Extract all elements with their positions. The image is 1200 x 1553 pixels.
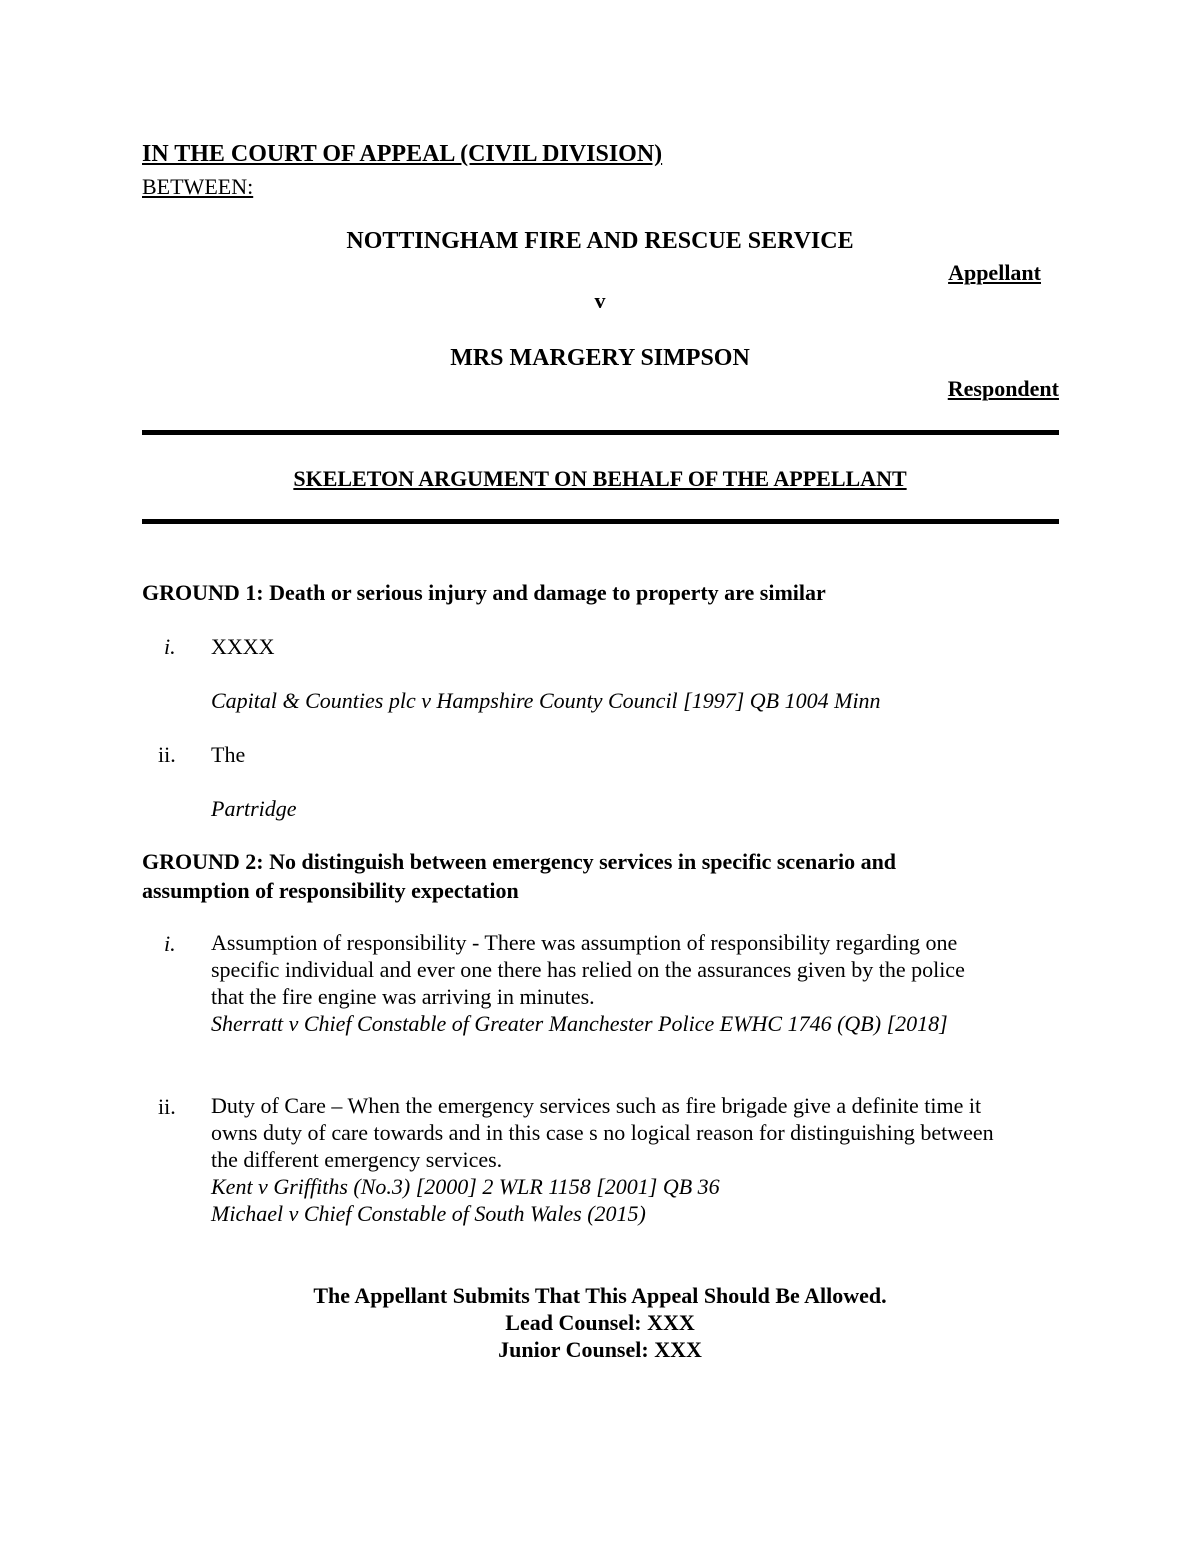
- ground1-item1-text: XXXX: [211, 634, 275, 659]
- ground1-item2-citation: Partridge: [211, 796, 297, 821]
- ground2-item2-citation: Kent v Griffiths (No.3) [2000] 2 WLR 1158 [2001] QB 36: [211, 1174, 720, 1199]
- respondent-name: MRS MARGERY SIMPSON: [450, 345, 750, 371]
- junior-counsel: Junior Counsel: XXX: [498, 1337, 702, 1362]
- court-heading: IN THE COURT OF APPEAL (CIVIL DIVISION): [142, 141, 663, 167]
- bottom-rule: [142, 519, 1059, 524]
- ground2-item1-line: that the fire engine was arriving in minutes.: [211, 984, 595, 1009]
- ground2-item2-line: Duty of Care – When the emergency services such as fire brigade give a definite time it: [211, 1093, 982, 1118]
- ground1-item1-citation: Capital & Counties plc v Hampshire County Council [1997] QB 1004 Minn: [211, 688, 881, 713]
- ground1-item2-marker: ii.: [158, 742, 176, 767]
- respondent-role: Respondent: [947, 376, 1059, 401]
- closing-submission: The Appellant Submits That This Appeal Should Be Allowed.: [313, 1283, 887, 1308]
- between-label: BETWEEN:: [142, 174, 254, 199]
- top-rule: [142, 430, 1059, 435]
- ground1-item1-marker: i.: [164, 634, 176, 659]
- ground2-item1-line: specific individual and ever one there has relied on the assurances given by the police: [211, 957, 965, 982]
- versus-label: v: [594, 288, 606, 313]
- ground1-item2-text: The: [211, 742, 246, 767]
- ground1-heading: GROUND 1: Death or serious injury and damage to property are similar: [142, 580, 826, 605]
- ground2-item2-line: owns duty of care towards and in this case s no logical reason for distinguishing between: [211, 1120, 994, 1145]
- appellant-name: NOTTINGHAM FIRE AND RESCUE SERVICE: [346, 228, 854, 254]
- appellant-role: Appellant: [948, 260, 1041, 285]
- lead-counsel: Lead Counsel: XXX: [505, 1310, 695, 1335]
- ground2-item1-body: [211, 929, 965, 1037]
- ground2-item2-line: the different emergency services.: [211, 1147, 503, 1172]
- ground2-heading-line1: GROUND 2: No distinguish between emergency services in specific scenario and: [142, 849, 897, 874]
- ground2-item2-citation: Michael v Chief Constable of South Wales (2015): [211, 1201, 646, 1226]
- ground2-item2-body: [211, 1092, 994, 1227]
- ground2-heading-line2: assumption of responsibility expectation: [142, 878, 519, 903]
- ground2-item1-citation: Sherratt v Chief Constable of Greater Manchester Police EWHC 1746 (QB) [2018]: [211, 1011, 948, 1036]
- ground2-item2-marker: ii.: [158, 1094, 176, 1119]
- ground2-item1-line: Assumption of responsibility - There was assumption of responsibility regarding one: [211, 930, 958, 955]
- ground2-item1-marker: i.: [164, 931, 176, 956]
- document-title: SKELETON ARGUMENT ON BEHALF OF THE APPELLANT: [293, 466, 907, 491]
